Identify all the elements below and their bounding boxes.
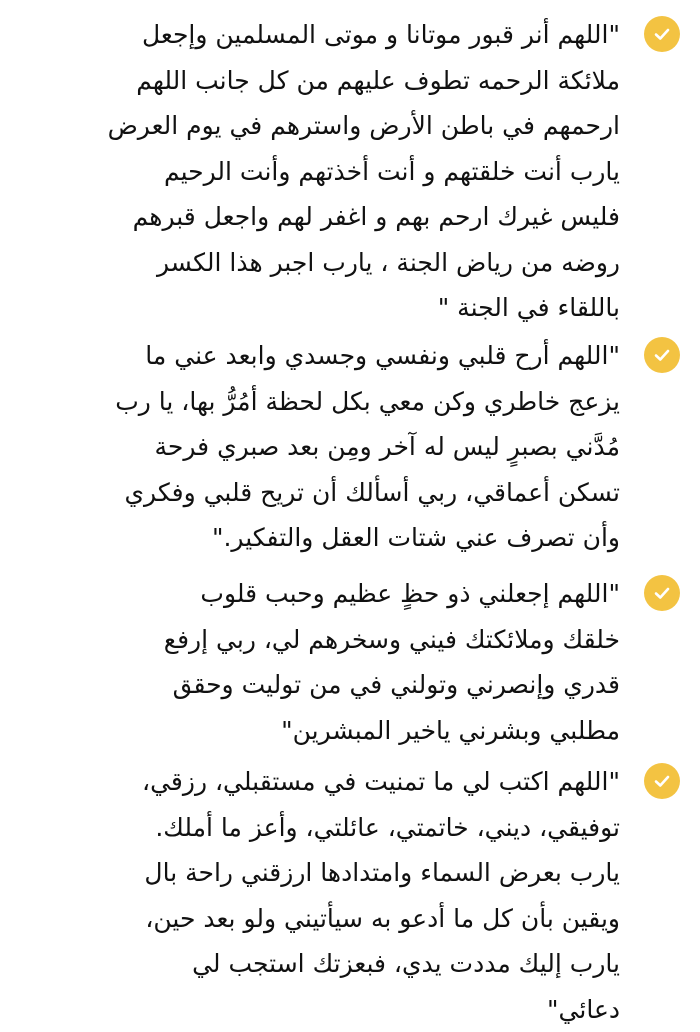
dua-text (32, 12, 620, 331)
text-line: ويقين بأن كل ما أدعو به سيأتيني ولو بعد حين، (32, 896, 620, 942)
text-line: خلقك وملائكتك فيني وسخرهم لي، ربي إرفع (32, 617, 620, 663)
text-line: ارحمهم في باطن الأرض واسترهم في يوم العرض (32, 103, 620, 149)
text-line: "اللهم إجعلني ذو حظٍ عظيم وحبب قلوب (32, 571, 620, 617)
list-item (20, 333, 680, 561)
text-line: "اللهم أرح قلبي ونفسي وجسدي وابعد عني ما (32, 333, 620, 379)
dua-text (32, 571, 620, 753)
text-line: مُدَّني بصبرٍ ليس له آخر ومِن بعد صبري فرحة (32, 424, 620, 470)
check-circle-icon (644, 575, 680, 611)
text-line: توفيقي، ديني، خاتمتي، عائلتي، وأعز ما أملك. (32, 805, 620, 851)
text-line: ملائكة الرحمه تطوف عليهم من كل جانب اللهم (32, 58, 620, 104)
text-line: وأن تصرف عني شتات العقل والتفكير." (32, 515, 620, 561)
text-line: دعائي" (32, 987, 620, 1032)
text-line: يارب بعرض السماء وامتدادها ارزقني راحة بال (32, 850, 620, 896)
text-line: "اللهم اكتب لي ما تمنيت في مستقبلي، رزقي، (32, 759, 620, 805)
text-line: "اللهم أنر قبور موتانا و موتى المسلمين وإجعل (32, 12, 620, 58)
text-line: فليس غيرك ارحم بهم و اغفر لهم واجعل قبرهم (32, 194, 620, 240)
text-line: قدري وإنصرني وتولني في من توليت وحقق (32, 662, 620, 708)
list-item (20, 571, 680, 754)
dua-text (32, 759, 620, 1032)
text-line: يزعج خاطري وكن معي بكل لحظة أمُرُّ بها، يا رب (32, 379, 620, 425)
list-item (20, 759, 680, 1024)
text-line: يارب إليك مددت يدي، فبعزتك استجب لي (32, 941, 620, 987)
text-line: روضه من رياض الجنة ، يارب اجبر هذا الكسر (32, 240, 620, 286)
list-item (20, 12, 680, 312)
check-circle-icon (644, 16, 680, 52)
check-circle-icon (644, 337, 680, 373)
text-line: باللقاء في الجنة " (32, 285, 620, 331)
dua-text (32, 333, 620, 561)
text-line: مطلبي وبشرني ياخير المبشرين" (32, 708, 620, 754)
text-line: تسكن أعماقي، ربي أسألك أن تريح قلبي وفكري (32, 470, 620, 516)
check-circle-icon (644, 763, 680, 799)
text-line: يارب أنت خلقتهم و أنت أخذتهم وأنت الرحيم (32, 149, 620, 195)
